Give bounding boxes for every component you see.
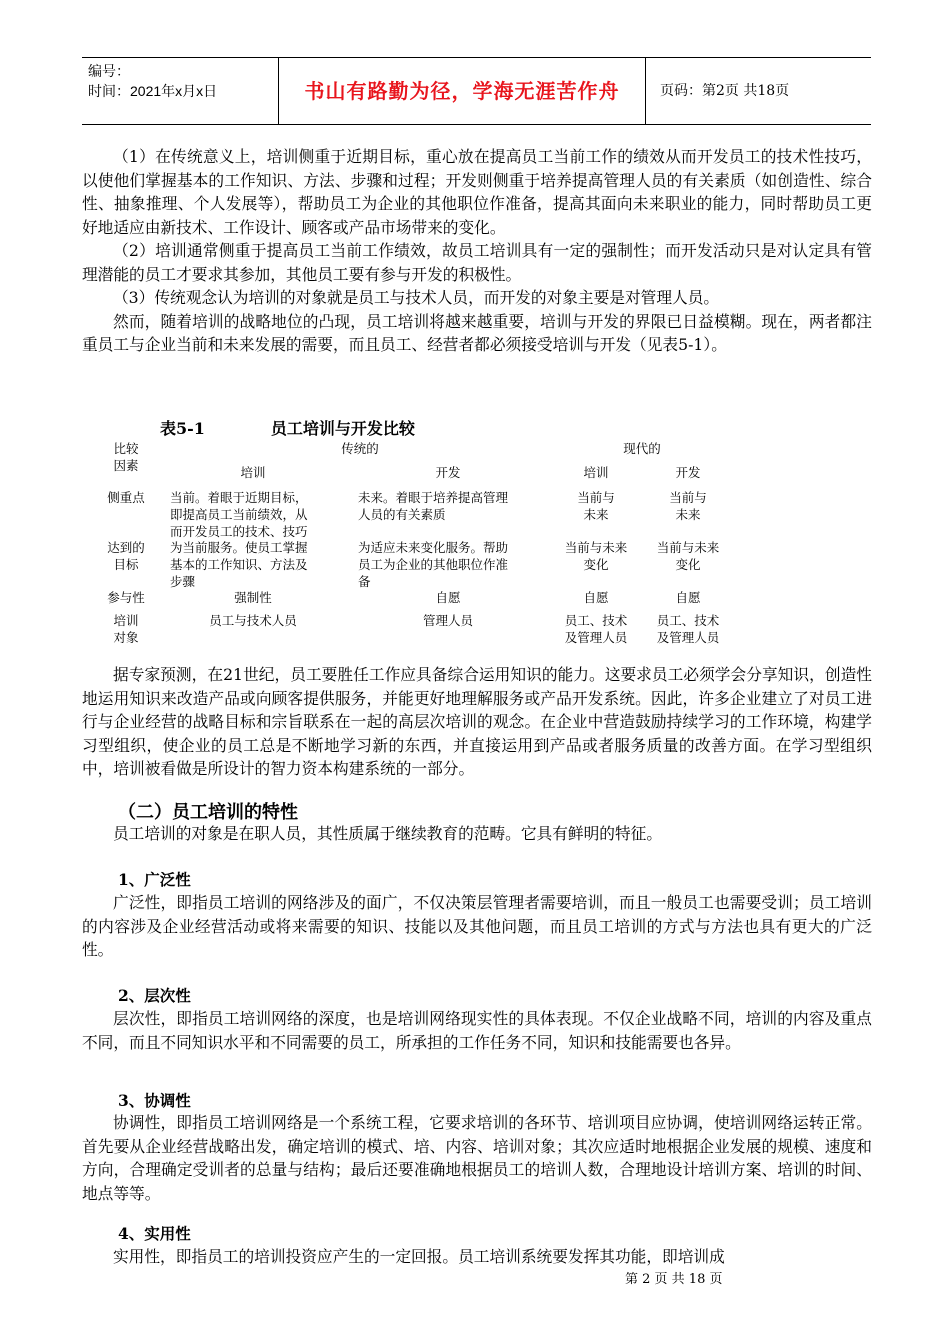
header-motto: 书山有路勤为径，学海无涯苦作舟	[279, 58, 646, 124]
body-text-middle	[82, 663, 872, 781]
table-title: 员工培训与开发比较	[270, 419, 415, 438]
table-cell: 当前与未来 变化	[656, 540, 720, 572]
paragraph: （2）培训通常侧重于提高员工当前工作绩效，故员工培训具有一定的强制性；而开发活动只是对认定具有管理潜能的员工才要求其参加，其他员工要有参与开发的积极性。	[82, 241, 872, 284]
table-cell: 未来。着眼于培养提高管理 人员的有关素质	[358, 490, 509, 522]
table-cell: 员工、技术 及管理人员	[656, 613, 720, 645]
page-header	[82, 57, 871, 125]
section-heading: （二）员工培训的特性	[118, 802, 298, 823]
paragraph: 协调性，即指员工培训网络是一个系统工程，它要求培训的各环节、培训项目应协调，使培训网络运转正常。首先要从企业经营战略出发，确定培训的模式、培、内容、培训对象；其次应适时地根据企业发展的规模、速度和方向，合理确定受训者的总量与结构；最后还要准确地根据员工的培训人数，合理地设计培训方案、培训的时间、地点等等。	[82, 1113, 872, 1203]
subsection-title: 3、协调性	[118, 1091, 191, 1110]
table-group-traditional: 传统的	[341, 441, 379, 456]
paragraph: 层次性，即指员工培训网络的深度，也是培训网络现实性的具体表现。不仅企业战略不同，培训的内容及重点不同，而且不同知识水平和不同需要的员工，所承担的工作任务不同，知识和技能需要也各异。	[82, 1009, 872, 1052]
subsection-body	[82, 1245, 872, 1269]
page-footer: 第 2 页 共 18 页	[625, 1272, 723, 1287]
table-cell: 员工与技术人员	[209, 613, 297, 628]
subsection-title: 4、实用性	[118, 1224, 191, 1243]
table-cell: 自愿	[435, 590, 461, 605]
paragraph: 员工培训的对象是在职人员，其性质属于继续教育的范畴。它具有鲜明的特征。	[113, 824, 663, 843]
table-cell: 自愿	[583, 590, 609, 605]
table-number: 表5-1	[160, 419, 205, 438]
subsection-body	[82, 891, 872, 962]
header-meta	[82, 58, 279, 124]
subsection-title: 2、层次性	[118, 986, 191, 1005]
paragraph: （3）传统观念认为培训的对象就是员工与技术人员，而开发的对象主要是对管理人员。	[113, 288, 720, 307]
table-cell: 当前与未来 变化	[564, 540, 628, 572]
table-cell: 自愿	[675, 590, 701, 605]
table-subheader: 开发	[675, 465, 701, 480]
table-row-label: 参与性	[107, 590, 145, 605]
body-text-top	[82, 145, 872, 357]
table-cell: 当前与 未来	[577, 490, 615, 522]
table-caption	[160, 416, 415, 439]
table-row-label: 培训 对象	[113, 613, 139, 645]
table-group-modern: 现代的	[623, 441, 661, 456]
paragraph: 据专家预测，在21世纪，员工要胜任工作应具备综合运用知识的能力。这要求员工必须学会分享知识，创造性地运用知识来改造产品或向顾客提供服务，并能更好地理解服务或产品开发系统。因此，许多企业建立了对员工进行与企业经营的战略目标和宗旨联系在一起的高层次培训的观念。在企业中营造鼓励持续学习的工作环境，构建学习型组织，使企业的员工总是不断地学习新的东西，并直接运用到产品或者服务质量的改善方面。在学习型组织中，培训被看做是所设计的智力资本构建系统的一部分。	[82, 665, 872, 778]
table-row-label: 达到的 目标	[107, 540, 145, 572]
table-subheader: 培训	[240, 465, 266, 480]
table-cell: 当前与 未来	[669, 490, 707, 522]
table-cell: 为当前服务。使员工掌握 基本的工作知识、方法及 步骤	[170, 540, 308, 589]
table-subheader: 培训	[583, 465, 609, 480]
table-corner-header: 比较 因素	[113, 441, 139, 473]
paragraph: 然而，随着培训的战略地位的凸现，员工培训将越来越重要，培训与开发的界限已日益模糊。现在，两者都注重员工与企业当前和未来发展的需要，而且员工、经营者都必须接受培训与开发（见表5-1）。	[82, 311, 872, 354]
table-cell: 员工、技术 及管理人员	[564, 613, 628, 645]
table-cell: 强制性	[234, 590, 272, 605]
paragraph: 实用性，即指员工的培训投资应产生的一定回报。员工培训系统要发挥其功能，即培训成	[113, 1247, 725, 1266]
table-cell: 管理人员	[422, 613, 473, 628]
table-row-label: 侧重点	[107, 490, 145, 505]
subsection-body	[82, 1111, 872, 1205]
table-cell: 为适应未来变化服务。帮助 员工为企业的其他职位作准 备	[358, 540, 509, 589]
section-intro	[82, 822, 872, 846]
paragraph: （1）在传统意义上，培训侧重于近期目标，重心放在提高员工当前工作的绩效从而开发员工的技术性技巧，以使他们掌握基本的工作知识、方法、步骤和过程；开发则侧重于培养提高管理人员的有关素质（如创造性、综合性、抽象推理、个人发展等），帮助员工为企业的其他职位作准备，提高其面向未来职业的能力，同时帮助员工更好地适应由新技术、工作设计、顾客或产品市场带来的变化。	[82, 147, 872, 237]
table-subheader: 开发	[435, 465, 461, 480]
doc-time-label: 时间：2021年x月x日	[88, 83, 218, 99]
paragraph: 广泛性，即指员工培训的网络涉及的面广，不仅决策层管理者需要培训，而且一般员工也需要受训；员工培训的内容涉及企业经营活动或将来需要的知识、技能以及其他问题，而且员工培训的方式与方法也具有更大的广泛性。	[82, 893, 872, 959]
doc-number-label: 编号：	[88, 63, 130, 79]
header-page-info: 页码：第2页 共18页	[660, 83, 790, 99]
subsection-body	[82, 1007, 872, 1054]
table-cell: 当前。着眼于近期目标， 即提高员工当前绩效，从 而开发员工的技术、技巧	[170, 490, 308, 539]
subsection-title: 1、广泛性	[118, 870, 191, 889]
